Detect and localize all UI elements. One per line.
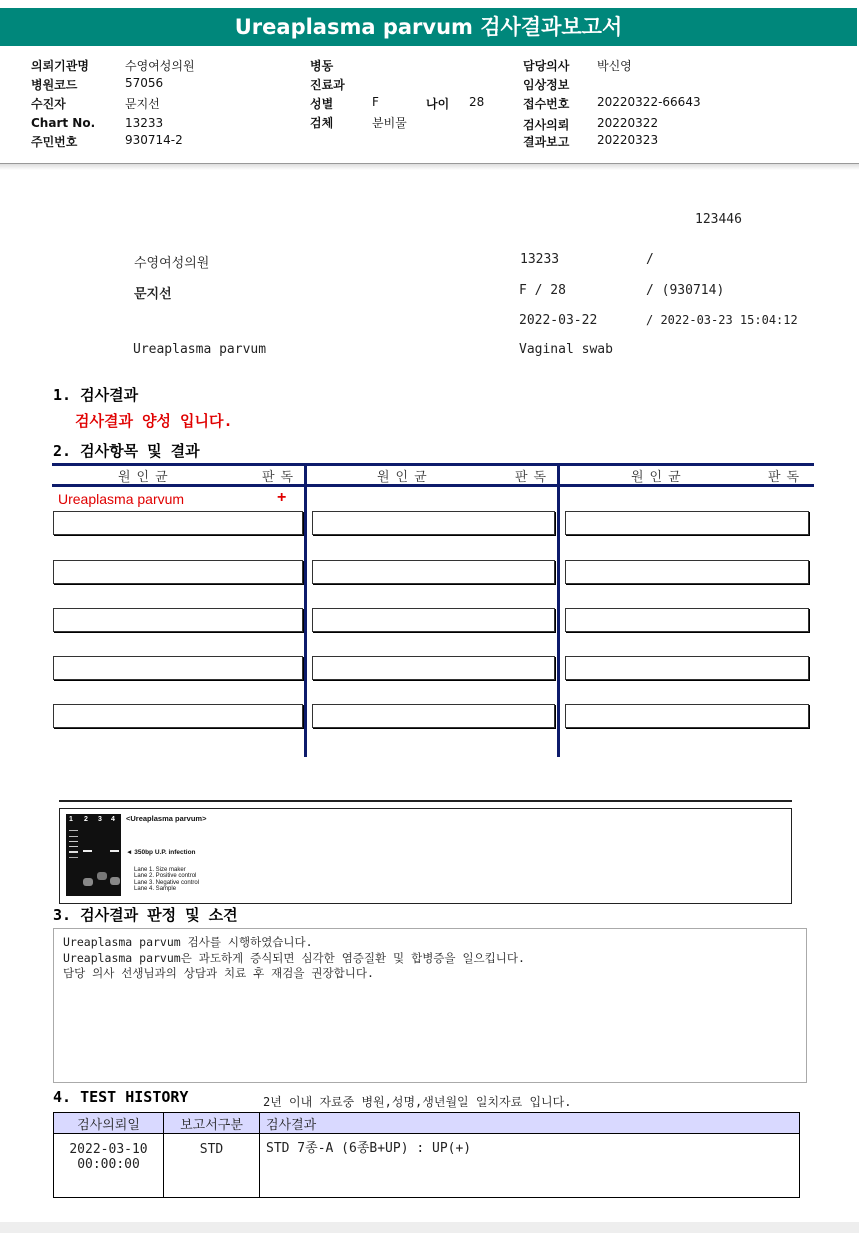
patient-value: 문지선	[125, 97, 160, 111]
section-3-title: 3. 검사결과 판정 및 소견	[53, 906, 238, 924]
col-judgement-2: 판독	[515, 470, 553, 485]
doctor-value: 박신영	[597, 59, 632, 73]
opinion-box	[53, 928, 807, 1083]
id-number: 123446	[695, 212, 742, 227]
section-4-title: 4. TEST HISTORY	[53, 1088, 189, 1106]
rrn-value: 930714-2	[125, 133, 183, 147]
opinion-line-2: Ureaplasma parvum은 과도하게 증식되면 심각한 염증질환 및 합병증을 일으킵니다.	[63, 950, 525, 965]
history-note: 2년 이내 자료중 병원,성명,생년월일 일치자료 입니다.	[263, 1095, 572, 1109]
header-shadow	[0, 164, 859, 170]
request-value: 20220322	[597, 116, 659, 130]
sex-value: F	[372, 95, 379, 109]
col-judgement-3: 판독	[768, 470, 806, 485]
result-box	[312, 656, 555, 680]
gel-lane-2: 2	[84, 816, 88, 823]
gel-image-panel	[59, 808, 792, 904]
history-date: 2022-03-10	[69, 1142, 148, 1157]
clinical-info-label: 임상정보	[523, 78, 570, 92]
gel-lane-3: 3	[98, 816, 102, 823]
col-organism-2: 원인균	[377, 470, 433, 485]
ward-label: 병동	[310, 59, 334, 73]
result-box	[53, 511, 303, 535]
gel-lane-4: 4	[111, 816, 115, 823]
hospital-code-label: 병원코드	[31, 78, 78, 92]
opinion-line-1: Ureaplasma parvum 검사를 시행하였습니다.	[63, 935, 313, 949]
gel-title: <Ureaplasma parvum>	[126, 814, 207, 823]
result-box	[565, 560, 809, 584]
history-table	[53, 1112, 800, 1198]
history-type: STD	[164, 1134, 260, 1198]
result-box	[565, 656, 809, 680]
info-test-name: Ureaplasma parvum	[133, 342, 267, 357]
info-sex-age: F / 28	[519, 283, 566, 298]
result-box	[565, 704, 809, 728]
institution-label: 의뢰기관명	[31, 59, 89, 73]
footer-bar	[0, 1222, 859, 1233]
sex-label: 성별	[310, 97, 334, 111]
patient-label: 수진자	[31, 97, 66, 111]
info-chart: 13233	[520, 252, 560, 267]
result-box	[53, 704, 303, 728]
gel-band-note: ◄ 350bp U.P. infection	[126, 849, 196, 856]
report-header	[0, 0, 859, 160]
report-label: 결과보고	[523, 135, 570, 149]
table-row	[54, 1134, 800, 1198]
history-header-result: 검사결과	[260, 1113, 800, 1134]
result-box	[565, 511, 809, 535]
gel-legend-4: Lane 4. Sample	[134, 886, 177, 892]
institution-value: 수영여성의원	[125, 59, 195, 73]
info-specimen: Vaginal swab	[519, 342, 613, 357]
specimen-value: 분비물	[372, 116, 407, 130]
result-box	[312, 511, 555, 535]
positive-result: 검사결과 양성 입니다.	[75, 412, 233, 430]
info-request-date: 2022-03-22	[519, 313, 598, 328]
history-header-type: 보고서구분	[164, 1113, 260, 1134]
gel-legend-2: Lane 2. Positive control	[134, 873, 197, 879]
info-clinic: 수영여성의원	[134, 256, 210, 271]
history-header-date: 검사의뢰일	[54, 1113, 164, 1134]
chart-label: Chart No.	[31, 116, 96, 130]
result-box	[312, 560, 555, 584]
gel-photo	[66, 814, 121, 896]
gel-legend-1: Lane 1. Size maker	[134, 867, 186, 873]
info-report-datetime: / 2022-03-23 15:04:12	[646, 313, 798, 327]
specimen-label: 검체	[310, 116, 334, 130]
history-date-cell	[54, 1134, 164, 1198]
opinion-line-3: 담당 의사 선생님과의 상담과 치료 후 재검을 권장합니다.	[63, 966, 374, 980]
report-value: 20220323	[597, 133, 659, 147]
chart-value: 13233	[125, 116, 164, 130]
col-organism-3: 원인균	[631, 470, 687, 485]
result-organism: Ureaplasma parvum	[58, 491, 185, 507]
results-col-divider-2	[557, 463, 560, 757]
hospital-code-value: 57056	[125, 76, 164, 90]
section-1-title: 1. 검사결과	[53, 386, 139, 404]
rrn-label: 주민번호	[31, 135, 78, 149]
history-result: STD 7종-A (6종B+UP) : UP(+)	[260, 1134, 800, 1198]
history-time: 00:00:00	[77, 1157, 140, 1172]
dept-label: 진료과	[310, 78, 345, 92]
result-box	[312, 608, 555, 632]
result-box	[312, 704, 555, 728]
age-label: 나이	[426, 97, 450, 111]
doctor-label: 담당의사	[523, 59, 570, 73]
result-box	[53, 560, 303, 584]
info-slash: /	[646, 252, 654, 267]
result-box	[53, 608, 303, 632]
receipt-value: 20220322-66643	[597, 95, 701, 109]
col-judgement-1: 판독	[262, 470, 300, 485]
info-patient: 문지선	[134, 287, 172, 302]
section-2-title: 2. 검사항목 및 결과	[53, 442, 200, 460]
report-title: Ureaplasma parvum 검사결과보고서	[0, 8, 857, 46]
gel-lane-1: 1	[69, 816, 73, 823]
gel-legend-3: Lane 3. Negative control	[134, 880, 200, 886]
gel-top-rule	[59, 800, 792, 802]
results-col-divider-1	[304, 463, 307, 757]
receipt-label: 접수번호	[523, 97, 570, 111]
result-box	[53, 656, 303, 680]
request-label: 검사의뢰	[523, 118, 570, 132]
col-organism-1: 원인균	[118, 470, 174, 485]
result-box	[565, 608, 809, 632]
age-value: 28	[469, 95, 485, 109]
result-judgement: +	[277, 489, 287, 506]
info-dob: / (930714)	[646, 283, 725, 298]
